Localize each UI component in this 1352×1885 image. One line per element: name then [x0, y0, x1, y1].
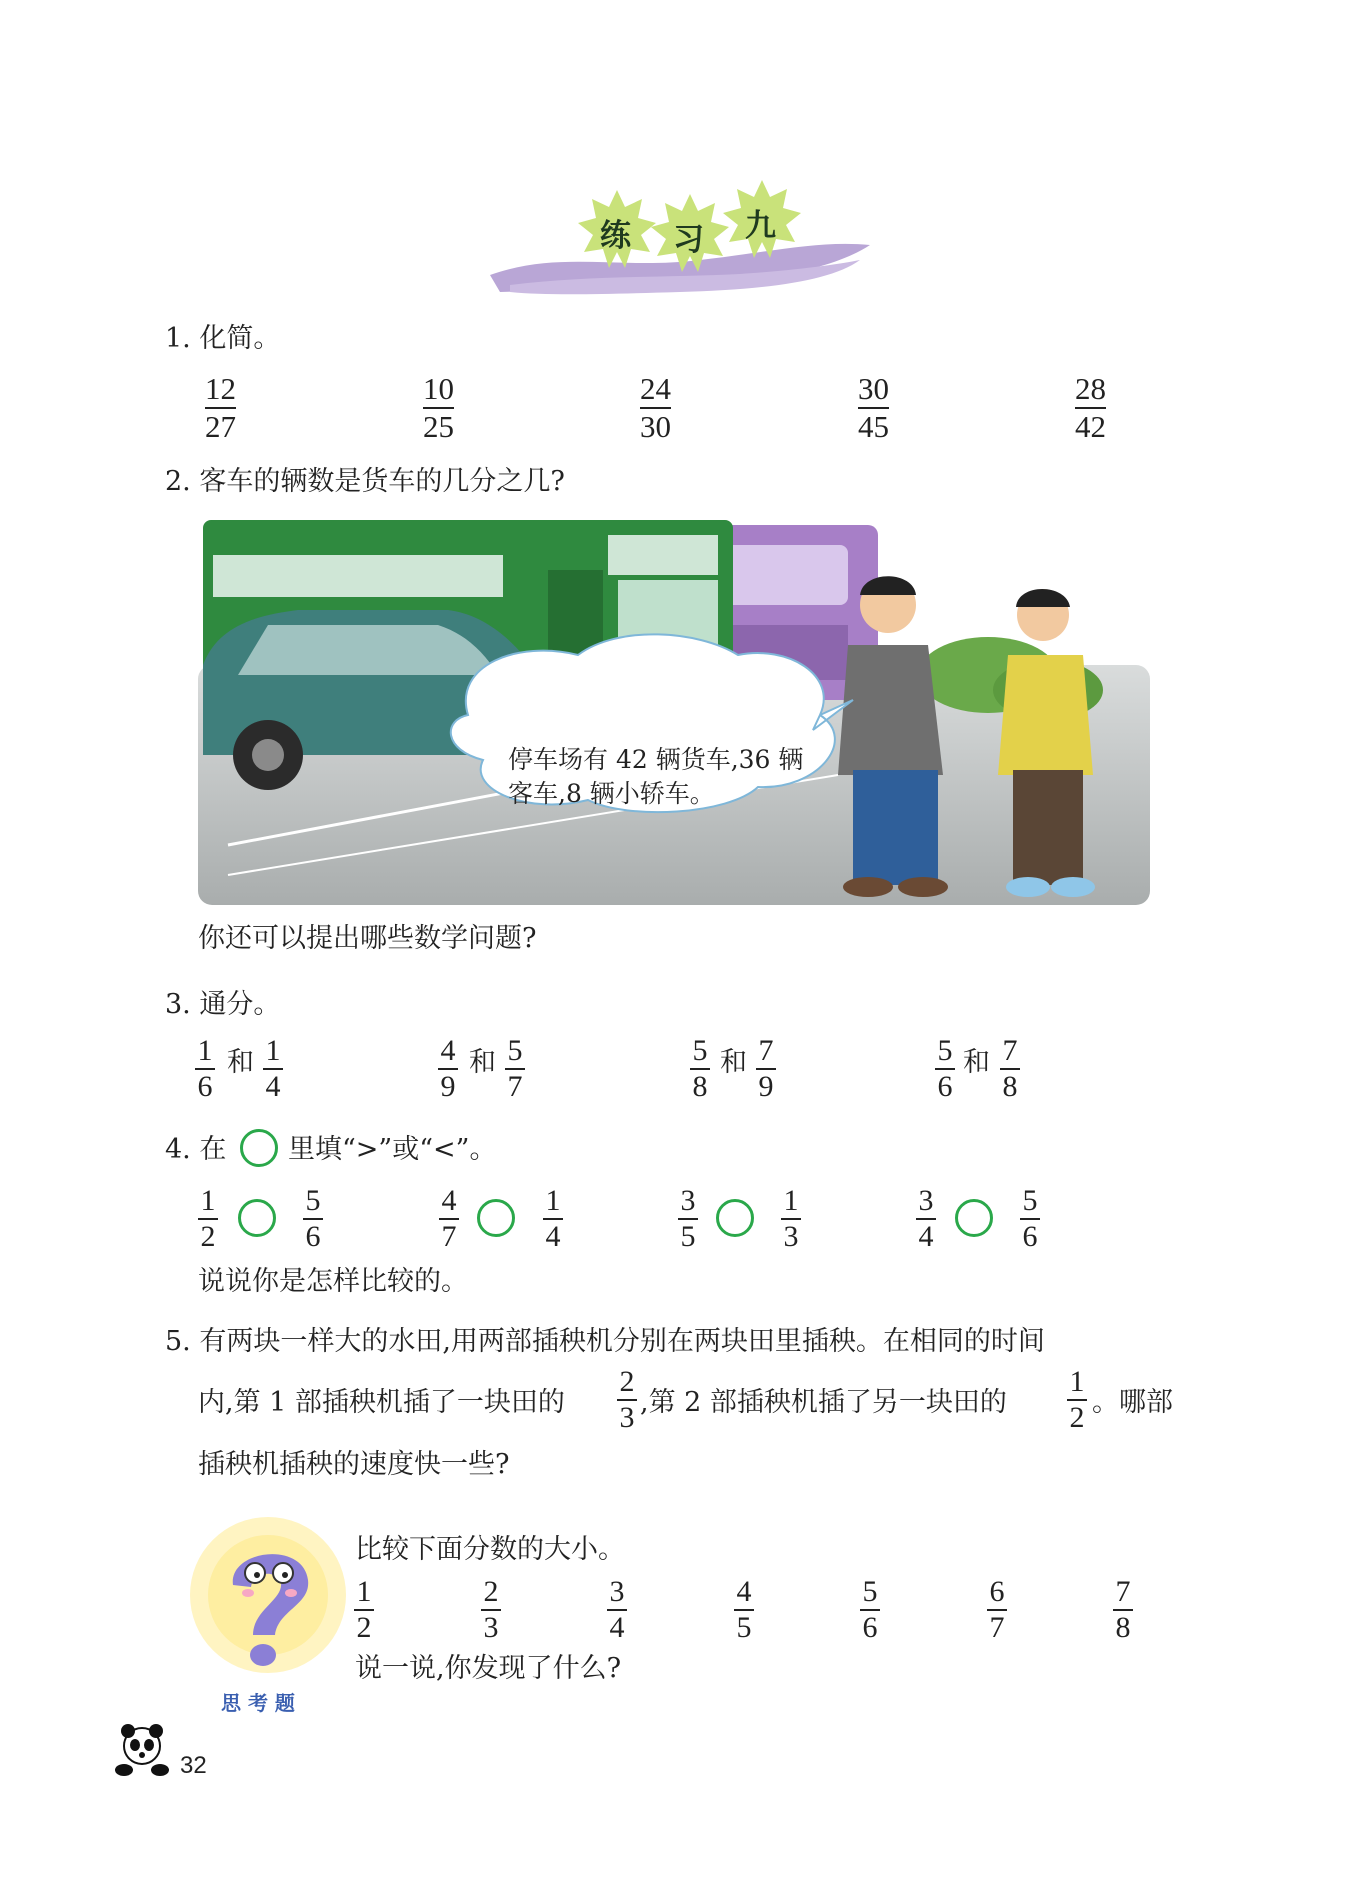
q3-fraction: 4 9 — [438, 1035, 458, 1103]
think-mascot — [183, 1515, 353, 1715]
title-char-1: 练 — [600, 218, 631, 254]
q3-and: 和 — [227, 1047, 254, 1078]
q4-fraction: 3 4 — [916, 1185, 936, 1253]
q5-line2-part-a: 内,第 1 部插秧机插了一块田的 — [198, 1387, 565, 1418]
title-banner — [480, 190, 880, 300]
bubble-text-line1: 停车场有 42 辆货车,36 辆 — [508, 745, 804, 774]
q1-fraction: 30 45 — [858, 371, 889, 444]
q1-label: 1. 化简。 — [165, 323, 281, 354]
compare-circle[interactable] — [477, 1199, 515, 1237]
think-fraction: 1 2 — [354, 1576, 374, 1644]
q5-line3: 插秧机插秧的速度快一些? — [198, 1449, 510, 1480]
q4-fraction: 3 5 — [678, 1185, 698, 1253]
think-prompt: 比较下面分数的大小。 — [355, 1534, 625, 1565]
q3-fraction: 5 7 — [505, 1035, 525, 1103]
q3-and: 和 — [963, 1047, 990, 1078]
q4-fraction: 1 4 — [543, 1185, 563, 1253]
think-fraction: 7 8 — [1113, 1576, 1133, 1644]
q3-fraction: 7 8 — [1000, 1035, 1020, 1103]
think-fraction: 3 4 — [607, 1576, 627, 1644]
q4-fraction: 5 6 — [1020, 1185, 1040, 1253]
think-followup: 说一说,你发现了什么? — [355, 1653, 622, 1684]
q1-fraction: 24 30 — [640, 371, 671, 444]
think-fraction: 2 3 — [481, 1576, 501, 1644]
compare-circle[interactable] — [238, 1199, 276, 1237]
think-fraction: 5 6 — [860, 1576, 880, 1644]
think-fraction: 4 5 — [734, 1576, 754, 1644]
q4-label-circle — [240, 1129, 278, 1167]
q2-followup: 你还可以提出哪些数学问题? — [198, 923, 537, 954]
q3-fraction: 1 4 — [263, 1035, 283, 1103]
q4-label-prefix: 4. 在 — [165, 1134, 227, 1165]
q3-and: 和 — [469, 1047, 496, 1078]
panda-icon — [112, 1720, 172, 1780]
page-number: 32 — [180, 1752, 207, 1779]
q4-fraction: 1 2 — [198, 1185, 218, 1253]
bubble-text-line2: 客车,8 辆小轿车。 — [508, 779, 715, 808]
compare-circle[interactable] — [955, 1199, 993, 1237]
q1-fraction: 10 25 — [423, 371, 454, 444]
q5-fraction-b: 1 2 — [1067, 1366, 1087, 1434]
q4-followup: 说说你是怎样比较的。 — [198, 1266, 468, 1297]
q5-line2-part-b: ,第 2 部插秧机插了另一块田的 — [640, 1387, 1007, 1418]
q5-fraction-a: 2 3 — [617, 1366, 637, 1434]
q3-label: 3. 通分。 — [165, 989, 281, 1020]
think-badge: 思 考 题 — [221, 1691, 295, 1715]
compare-circle[interactable] — [716, 1199, 754, 1237]
q1-fraction: 28 42 — [1075, 371, 1106, 444]
q3-fraction: 1 6 — [195, 1035, 215, 1103]
q5-line2-part-c: 。哪部 — [1092, 1387, 1173, 1418]
q4-fraction: 5 6 — [303, 1185, 323, 1253]
q4-fraction: 4 7 — [439, 1185, 459, 1253]
parking-lot-illustration — [198, 515, 1150, 905]
think-fraction: 6 7 — [987, 1576, 1007, 1644]
q1-fraction: 12 27 — [205, 371, 236, 444]
q3-fraction: 5 8 — [690, 1035, 710, 1103]
q4-fraction: 1 3 — [781, 1185, 801, 1253]
title-char-2: 习 — [673, 222, 704, 258]
title-char-3: 九 — [745, 208, 776, 244]
q2-label: 2. 客车的辆数是货车的几分之几? — [165, 466, 565, 497]
q5-line1: 5. 有两块一样大的水田,用两部插秧机分别在两块田里插秧。在相同的时间 — [165, 1326, 1045, 1357]
q4-label-suffix: 里填“>”或“<”。 — [288, 1134, 497, 1165]
q3-fraction: 7 9 — [756, 1035, 776, 1103]
q3-and: 和 — [720, 1047, 747, 1078]
q3-fraction: 5 6 — [935, 1035, 955, 1103]
